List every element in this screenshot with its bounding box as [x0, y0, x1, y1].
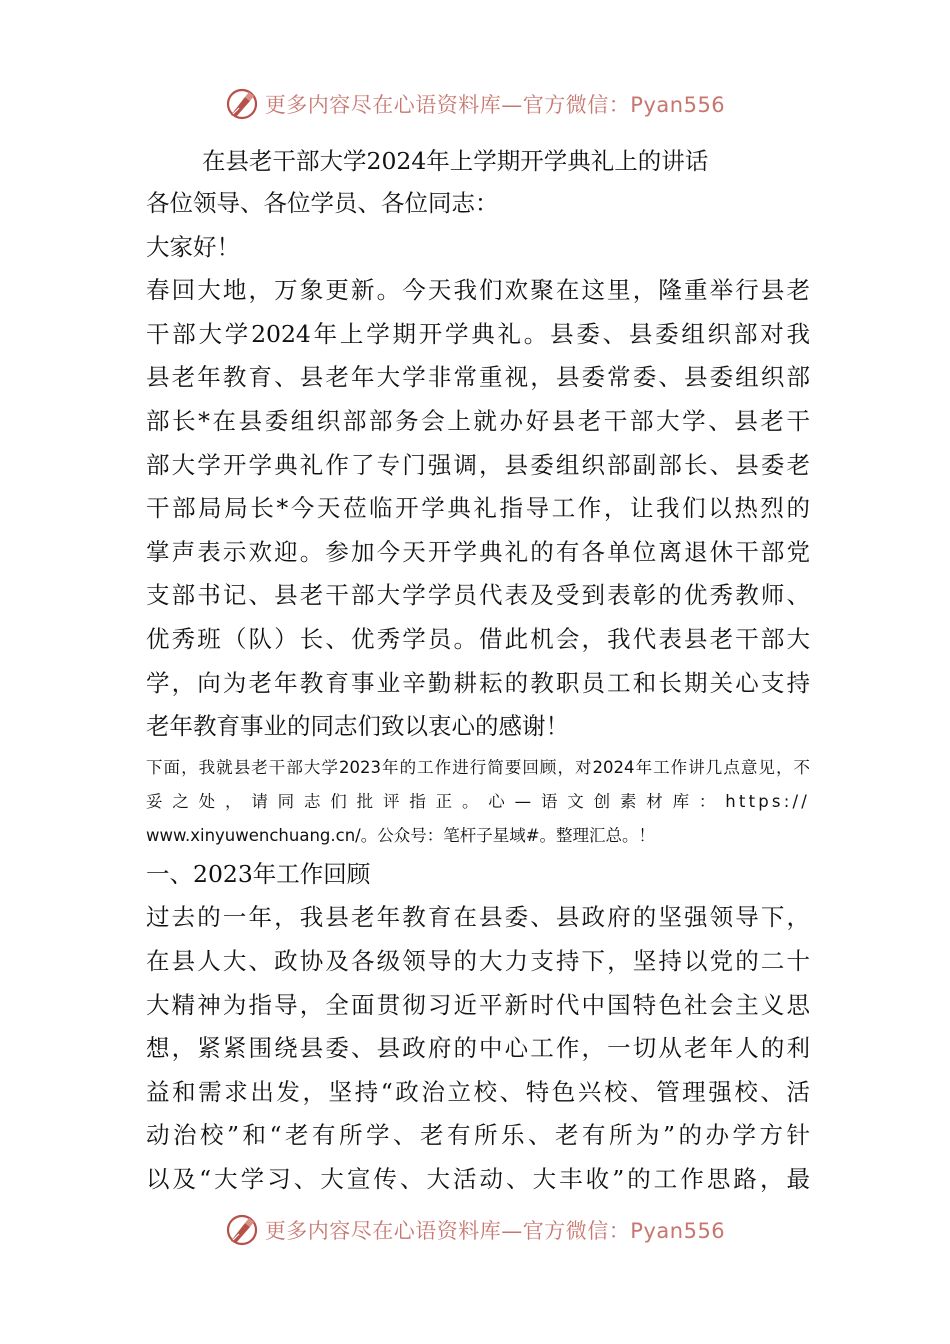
paragraph-line: 学，向为老年教育事业辛勤耕耘的教职员工和长期关心支持 [146, 668, 810, 697]
paragraph-line: 动治校”和“老有所学、老有所乐、老有所为”的办学方针 [146, 1121, 810, 1150]
paragraph-line: 干部大学2024年上学期开学典礼。县委、县委组织部对我 [146, 319, 810, 348]
paragraph-line: 益和需求出发，坚持“政治立校、特色兴校、管理强校、活 [146, 1077, 810, 1106]
paragraph-line: 部长*在县委组织部部务会上就办好县老干部大学、县老干 [146, 406, 810, 435]
paragraph-line: 想，紧紧围绕县委、县政府的中心工作，一切从老年人的利 [146, 1034, 810, 1063]
greeting: 大家好！ [146, 232, 240, 261]
watermark-text: 更多内容尽在心语资料库—官方微信：Pyan556 [264, 1219, 726, 1243]
paragraph-line: 支部书记、县老干部大学学员代表及受到表彰的优秀教师、 [146, 581, 810, 610]
watermark-text: 更多内容尽在心语资料库—官方微信：Pyan556 [264, 93, 726, 117]
paragraph-line: 老年教育事业的同志们致以衷心的感谢！ [146, 712, 569, 741]
document-body [146, 140, 810, 1201]
paragraph-line: 部大学开学典礼作了专门强调，县委组织部副部长、县委老 [146, 450, 810, 479]
fountain-pen-logo-icon [225, 87, 259, 121]
paragraph-line: 过去的一年，我县老年教育在县委、县政府的坚强领导下， [146, 903, 810, 932]
paragraph-line: 春回大地，万象更新。今天我们欢聚在这里，隆重举行县老 [146, 276, 810, 305]
footer-watermark-banner [0, 1208, 950, 1252]
header-watermark-banner [0, 82, 950, 126]
fountain-pen-logo-icon [225, 1213, 259, 1247]
note-paragraph [146, 749, 810, 853]
paragraph-line: 大精神为指导，全面贯彻习近平新时代中国特色社会主义思 [146, 990, 810, 1019]
paragraph-line: 县老年教育、县老年大学非常重视，县委常委、县委组织部 [146, 363, 810, 392]
paragraph-line: 干部局局长*今天莅临开学典礼指导工作，让我们以热烈的 [146, 494, 810, 523]
note-line: 下面，我就县老干部大学2023年的工作进行简要回顾，对2024年工作讲几点意见，不 [146, 757, 810, 777]
document-title: 在县老干部大学2024年上学期开学典礼上的讲话 [202, 147, 709, 175]
section-heading: 一、2023年工作回顾 [146, 859, 371, 888]
note-line: 妥之处，请同志们批评指正。心—语文创素材库：https:// [146, 791, 810, 811]
paragraph-review [146, 896, 810, 1201]
paragraph-line: 以及“大学习、大宣传、大活动、大丰收”的工作思路，最 [146, 1164, 810, 1193]
paragraph-line: 优秀班（队）长、优秀学员。借此机会，我代表县老干部大 [146, 624, 810, 653]
paragraph-line: 掌声表示欢迎。参加今天开学典礼的有各单位离退休干部党 [146, 537, 810, 566]
note-line: www.xinyuwenchuang.cn/。公众号：笔杆子星域#。整理汇总。！ [146, 825, 656, 845]
paragraph-line: 在县人大、政协及各级领导的大力支持下，坚持以党的二十 [146, 946, 810, 975]
salutation: 各位领导、各位学员、各位同志： [146, 189, 499, 217]
paragraph-opening [146, 269, 810, 749]
